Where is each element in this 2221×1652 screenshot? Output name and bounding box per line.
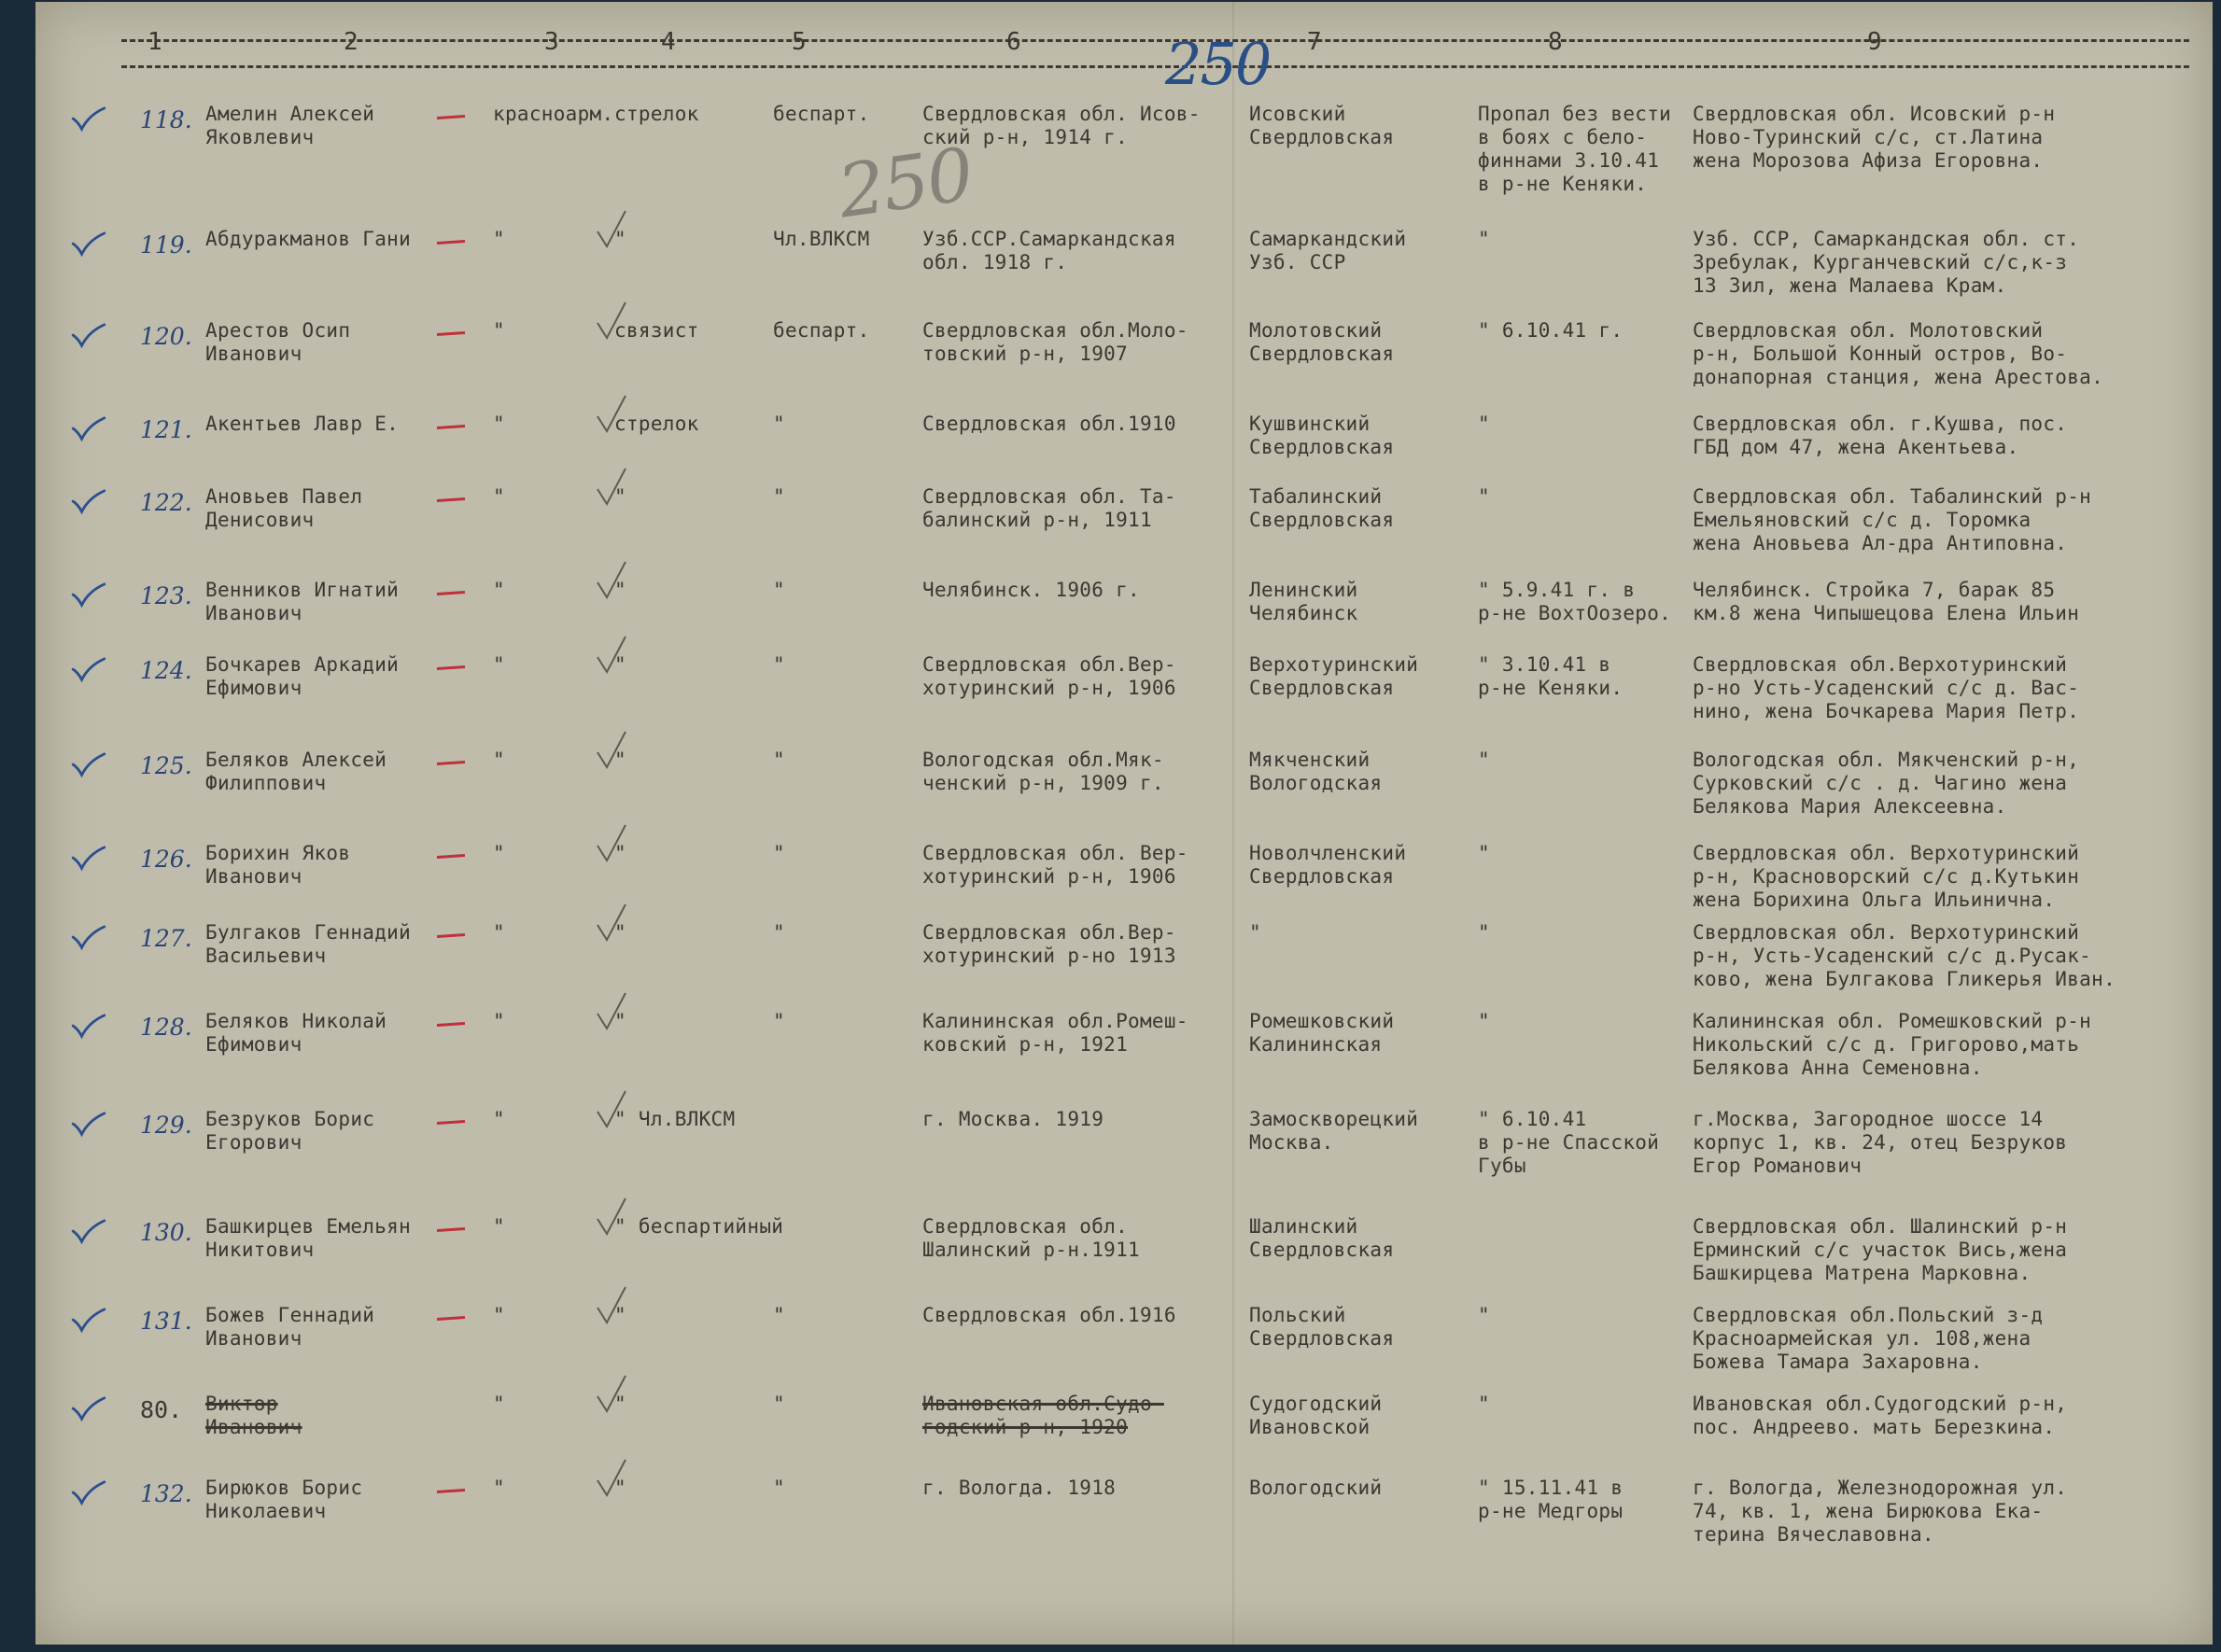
family-address-cell: Свердловская обл. г.Кушва, пос. ГБД дом 47, жена Акентьева. [1693,413,2068,458]
archive-sheet [35,2,2213,1645]
soldier-name-cell: Абдуракманов Гани [205,228,412,250]
checkmark-icon [71,657,106,683]
rank-cell: " [493,842,505,864]
fate-cell: " [1478,485,1490,508]
party-cell: " [773,579,785,601]
draft-district-cell: Шалинский Свердловская [1249,1215,1395,1261]
table-row [35,749,2213,823]
family-address-cell: Узб. ССР, Самаркандская обл. ст. Зребулак, Курганчевский с/с,к-з 13 Зил, жена Малаева Крам. [1693,228,2080,297]
table-row [35,1393,2213,1467]
red-pencil-mark [437,497,465,502]
birthplace-cell: Челябинск. 1906 г. [922,579,1140,601]
column-number: 1 [148,28,162,56]
soldier-name-cell: Арестов Осип Иванович [205,319,351,365]
red-pencil-mark [437,1316,465,1321]
red-pencil-mark [437,761,465,765]
position-cell: " [614,228,626,250]
soldier-name-cell: Башкирцев Емельян Никитович [205,1215,412,1261]
position-cell: связист [614,319,699,342]
family-address-cell: Вологодская обл. Мякченский р-н, Сурковский с/с . д. Чагино жена Белякова Мария Алексеевна. [1693,749,2080,818]
soldier-name-cell: Венников Игнатий Иванович [205,579,400,624]
red-pencil-mark [437,1227,465,1232]
family-address-cell: Свердловская обл.Польский з-д Красноармейская ул. 108,жена Божева Тамара Захаровна. [1693,1304,2044,1373]
table-row [35,1010,2213,1085]
position-cell: " [614,1010,626,1032]
draft-district-cell: Кушвинский Свердловская [1249,413,1395,458]
rank-cell: " [493,413,505,435]
record-number: 131. [140,1308,192,1335]
red-pencil-mark [437,1489,465,1493]
soldier-name-cell: Борихин Яков Иванович [205,842,351,888]
draft-district-cell: Молотовский Свердловская [1249,319,1395,365]
fate-cell: " 5.9.41 г. в р-не ВохтОозеро. [1478,579,1672,624]
fate-cell: " [1478,413,1490,435]
party-cell: " [773,1393,785,1415]
soldier-name-cell: Божев Геннадий Иванович [205,1304,375,1350]
draft-district-cell: Замоскворецкий Москва. [1249,1108,1419,1154]
checkmark-icon [71,925,106,951]
birthplace-cell: Вологодская обл.Мяк- ченский р-н, 1909 г. [922,749,1164,794]
family-address-cell: Свердловская обл.Верхотуринский р-но Усть-Усаденский с/с д. Вас- нино, жена Бочкарева Мария Петр. [1693,653,2080,722]
family-address-cell: Ивановская обл.Судогодский р-н, пос. Андреево. мать Березкина. [1693,1393,2068,1438]
soldier-name-cell: Булгаков Геннадий Васильевич [205,921,412,967]
record-number: 127. [140,925,192,952]
party-cell: " [773,842,785,864]
rank-cell: " [493,228,505,250]
soldier-name-cell: Бирюков Борис Николаевич [205,1477,363,1522]
party-cell: " [773,413,785,435]
table-row [35,1108,2213,1183]
table-row [35,1304,2213,1379]
draft-district-cell: Ленинский Челябинск [1249,579,1358,624]
draft-district-cell: Польский Свердловская [1249,1304,1395,1350]
draft-district-cell: Судогодский Ивановской [1249,1393,1383,1438]
rank-cell: " [493,579,505,601]
birthplace-cell: Калининская обл.Ромеш- ковский р-н, 1921 [922,1010,1188,1056]
record-number: 122. [140,489,192,516]
family-address-cell: г. Вологда, Железнодорожная ул. 74, кв. 1, жена Бирюкова Ека- терина Вячеславовна. [1693,1477,2068,1546]
rank-cell: " [493,1477,505,1499]
rank-cell: красноарм. [493,103,614,125]
position-cell: " [614,842,626,864]
checkmark-icon [71,1112,106,1138]
column-number: 3 [544,28,559,56]
rank-cell: " [493,1304,505,1326]
checkmark-icon [71,1014,106,1040]
red-pencil-mark [437,665,465,670]
fate-cell: " [1478,1304,1490,1326]
fate-cell: Пропал без вести в боях с бело- финнами 3.10.41 в р-не Кеняки. [1478,103,1672,195]
checkmark-icon [71,752,106,778]
table-row [35,319,2213,394]
party-cell: беспарт. [773,319,870,342]
position-cell: " [614,1477,626,1499]
position-cell: " Чл.ВЛКСМ [614,1108,736,1130]
family-address-cell: Свердловская обл. Табалинский р-н Емельяновский с/с д. Торомка жена Ановьева Ал-дра Антиповна. [1693,485,2092,554]
fate-cell: " [1478,1393,1490,1415]
fate-cell: " 3.10.41 в р-не Кеняки. [1478,653,1624,699]
position-cell: стрелок [614,413,699,435]
record-number: 126. [140,846,192,873]
column-number: 4 [661,28,676,56]
checkmark-icon [71,582,106,609]
table-row [35,653,2213,728]
birthplace-cell: Ивановская обл.Судо- годский р-н, 1920 [922,1393,1164,1438]
record-number: 120. [140,323,192,350]
record-number: 118. [140,106,192,133]
family-address-cell: Челябинск. Стройка 7, барак 85 км.8 жена Чипышецова Елена Ильин [1693,579,2080,624]
family-address-cell: Свердловская обл. Молотовский р-н, Большой Конный остров, Во- донапорная станция, жена Арестова. [1693,319,2104,388]
birthplace-cell: Свердловская обл. Вер- хотуринский р-н, 1906 [922,842,1188,888]
rank-cell: " [493,749,505,771]
draft-district-cell: Табалинский Свердловская [1249,485,1395,531]
record-number: 128. [140,1014,192,1041]
birthplace-cell: Свердловская обл.Моло- товский р-н, 1907 [922,319,1188,365]
position-cell: " [614,1393,626,1415]
column-number: 2 [344,28,358,56]
checkmark-icon [71,1219,106,1245]
table-row [35,921,2213,996]
party-cell: Чл.ВЛКСМ [773,228,870,250]
table-row [35,1215,2213,1290]
party-cell: " [773,1304,785,1326]
party-cell: " [773,1010,785,1032]
draft-district-cell: " [1249,921,1261,944]
position-cell: " [614,1304,626,1326]
red-pencil-mark [437,1120,465,1125]
rank-cell: " [493,921,505,944]
rank-cell: " [493,653,505,676]
table-row [35,842,2213,917]
family-address-cell: Свердловская обл. Верхотуринский р-н, Усть-Усаденский с/с д.Русак- ково, жена Булгакова Гликерья Иван. [1693,921,2116,990]
record-number: 129. [140,1112,192,1139]
family-address-cell: Калининская обл. Ромешковский р-н Никольский с/с д. Григорово,мать Белякова Анна Семеновна. [1693,1010,2092,1079]
birthplace-cell: Свердловская обл. Исов- ский р-н, 1914 г. [922,103,1201,148]
draft-district-cell: Новолчленский Свердловская [1249,842,1407,888]
record-number: 121. [140,416,192,443]
soldier-name-cell: Безруков Борис Егорович [205,1108,375,1154]
birthplace-cell: Свердловская обл.Вер- хотуринский р-н, 1906 [922,653,1176,699]
soldier-name-cell: Беляков Николай Ефимович [205,1010,387,1056]
record-number: 80. [140,1396,183,1423]
rank-cell: " [493,1393,505,1415]
red-pencil-mark [437,1022,465,1027]
record-number: 130. [140,1219,192,1246]
soldier-name-cell: Ановьев Павел Денисович [205,485,363,531]
table-row [35,1477,2213,1551]
record-number: 132. [140,1480,192,1507]
red-pencil-mark [437,425,465,429]
column-number: 8 [1548,28,1563,56]
position-cell: " [614,921,626,944]
page-number-pencil: 250 [833,133,977,235]
fate-cell: " [1478,749,1490,771]
birthplace-cell: Свердловская обл. Та- балинский р-н, 1911 [922,485,1176,531]
table-row [35,485,2213,560]
soldier-name-cell: Акентьев Лавр Е. [205,413,400,435]
party-cell: " [773,921,785,944]
position-cell: " беспартийный [614,1215,784,1238]
position-cell: " [614,485,626,508]
position-cell: " [614,749,626,771]
record-number: 119. [140,231,192,259]
birthplace-cell: Свердловская обл.1916 [922,1304,1176,1326]
checkmark-icon [71,231,106,258]
table-row [35,413,2213,487]
party-cell: " [773,653,785,676]
draft-district-cell: Ромешковский Калининская [1249,1010,1395,1056]
checkmark-icon [71,416,106,442]
family-address-cell: г.Москва, Загородное шоссе 14 корпус 1, кв. 24, отец Безруков Егор Романович [1693,1108,2068,1177]
draft-district-cell: Мякченский Вологодская [1249,749,1383,794]
draft-district-cell: Исовский Свердловская [1249,103,1395,148]
fate-cell: " [1478,228,1490,250]
table-row [35,579,2213,653]
family-address-cell: Свердловская обл. Шалинский р-н Ерминский с/с участок Вись,жена Башкирцева Матрена Марковна. [1693,1215,2068,1284]
birthplace-cell: Свердловская обл.1910 [922,413,1176,435]
record-number: 124. [140,657,192,684]
party-cell: беспарт. [773,103,870,125]
soldier-name-cell: Амелин Алексей Яковлевич [205,103,375,148]
rank-cell: " [493,319,505,342]
party-cell: " [773,1477,785,1499]
fate-cell: " [1478,1010,1490,1032]
family-address-cell: Свердловская обл. Исовский р-н Ново-Туринский с/с, ст.Латина жена Морозова Афиза Егоровна. [1693,103,2056,172]
red-pencil-mark [437,591,465,595]
checkmark-icon [71,489,106,515]
red-pencil-mark [437,331,465,336]
soldier-name-cell: Бочкарев Аркадий Ефимович [205,653,400,699]
fate-cell: " 6.10.41 в р-не Спасской Губы [1478,1108,1660,1177]
position-cell: " [614,579,626,601]
birthplace-cell: Свердловская обл. Шалинский р-н.1911 [922,1215,1140,1261]
checkmark-icon [71,1308,106,1334]
fate-cell: " 15.11.41 в р-не Медгоры [1478,1477,1624,1522]
birthplace-cell: Узб.ССР.Самаркандская обл. 1918 г. [922,228,1176,273]
checkmark-icon [71,1480,106,1506]
party-cell: " [773,485,785,508]
birthplace-cell: Свердловская обл.Вер- хотуринский р-но 1913 [922,921,1176,967]
rank-cell: " [493,1215,505,1238]
checkmark-icon [71,106,106,133]
page-number-stamp: 250 [1165,30,1271,98]
position-cell: стрелок [614,103,699,125]
family-address-cell: Свердловская обл. Верхотуринский р-н, Красноворский с/с д.Кутькин жена Борихина Ольга Ильинична. [1693,842,2080,911]
position-cell: " [614,653,626,676]
draft-district-cell: Самаркандский Узб. ССР [1249,228,1407,273]
column-number: 6 [1006,28,1021,56]
record-number: 123. [140,582,192,609]
column-number: 5 [792,28,807,56]
red-pencil-mark [437,933,465,938]
draft-district-cell: Верхотуринский Свердловская [1249,653,1419,699]
fate-cell: " [1478,921,1490,944]
rank-cell: " [493,1010,505,1032]
rank-cell: " [493,1108,505,1130]
birthplace-cell: г. Москва. 1919 [922,1108,1104,1130]
checkmark-icon [71,323,106,349]
checkmark-icon [71,846,106,872]
soldier-name-cell: Виктор Иванович [205,1393,302,1438]
party-cell: " [773,749,785,771]
column-number: 9 [1867,28,1882,56]
soldier-name-cell: Беляков Алексей Филиппович [205,749,387,794]
rank-cell: " [493,485,505,508]
table-row [35,228,2213,302]
red-pencil-mark [437,240,465,245]
draft-district-cell: Вологодский [1249,1477,1383,1499]
birthplace-cell: г. Вологда. 1918 [922,1477,1117,1499]
fate-cell: " [1478,842,1490,864]
record-number: 125. [140,752,192,779]
red-pencil-mark [437,115,465,119]
red-pencil-mark [437,854,465,859]
column-number: 7 [1307,28,1322,56]
top-rule-2 [121,65,2189,68]
checkmark-icon [71,1396,106,1422]
fate-cell: " 6.10.41 г. [1478,319,1624,342]
